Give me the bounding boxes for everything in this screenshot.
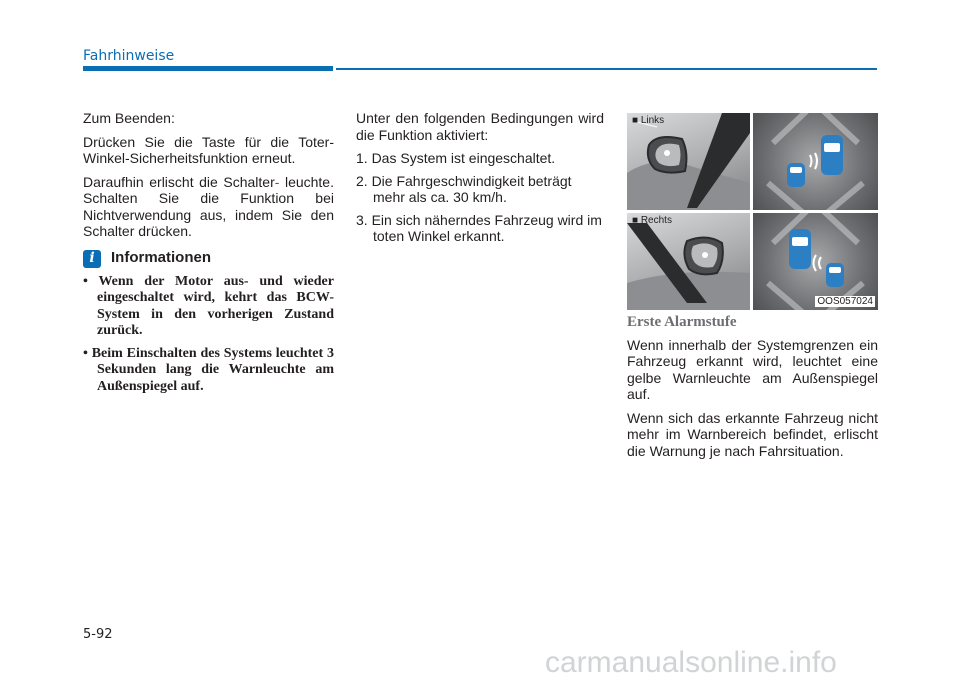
list-item: • Wenn der Motor aus- und wieder eingeschaltet wird, kehrt das BCW-System in den vorherigen Zustand zurück. (83, 273, 334, 338)
paragraph-end-label: Zum Beenden: (83, 110, 175, 126)
paragraph-press-button: Drücken Sie die Taste für die Toter-Winkel-Sicherheitsfunktion erneut. (83, 133, 334, 166)
column-right (627, 314, 878, 466)
subheading-first-alarm: Erste Alarmstufe (627, 314, 737, 330)
paragraph-alarm-2: Wenn sich das erkannte Fahrzeug nicht mehr im Warnbereich befindet, erlischt die Warnung je nach Fahrsituation. (627, 409, 878, 459)
figure-code: OOS057024 (817, 296, 873, 307)
paragraph-switch-light (83, 174, 334, 240)
mirror-right-image (627, 213, 750, 310)
radar-right-image (753, 213, 878, 310)
page-number: 5-92 (83, 627, 113, 642)
info-icon: i (83, 250, 101, 268)
info-list (83, 274, 334, 396)
text-fragment: Daraufhin erlischt die Schalter (83, 173, 275, 190)
hyphen-mark: - (274, 173, 280, 190)
column-middle (356, 110, 604, 251)
paragraph-conditions-intro: Unter den folgenden Bedingungen wird die Funktion aktiviert: (356, 110, 604, 143)
mirror-right-illustration (627, 213, 750, 310)
column-left (83, 110, 334, 401)
radar-left-image (753, 113, 878, 210)
list-item: 1. Das System ist eingeschaltet. (356, 150, 556, 166)
list-item: 2. Die Fahrgeschwindigkeit beträgt mehr als ca. 30 km/h. (356, 172, 572, 205)
watermark: carmanualsonline.info (545, 646, 837, 679)
header-rule-thin (336, 68, 877, 70)
figure-label-left: ■ Links (632, 115, 665, 126)
figure-label-right: ■ Rechts (632, 215, 672, 226)
info-title: Informationen (111, 249, 211, 267)
blind-spot-figure (627, 113, 878, 310)
conditions-list (356, 150, 604, 245)
mirror-left-illustration (627, 113, 750, 210)
list-item: 3. Ein sich näherndes Fahrzeug wird im toten Winkel erkannt. (356, 211, 602, 244)
section-title: Fahrhinweise (83, 48, 175, 64)
text-fragment: leuchte. Schalten Sie die Funktion bei Nichtverwendung aus, indem Sie den Schalter drücken. (83, 173, 334, 239)
header-rule-thick (83, 66, 333, 71)
mirror-left-image (627, 113, 750, 210)
radar-left-illustration (753, 113, 878, 210)
paragraph-alarm-1: Wenn innerhalb der Systemgrenzen ein Fahrzeug erkannt wird, leuchtet eine gelbe Warnleuchte am Außenspiegel auf. (627, 336, 878, 402)
info-heading (83, 250, 334, 268)
list-item: • Beim Einschalten des Systems leuchtet 3 Sekunden lang die Warnleuchte am Außenspiegel auf. (83, 345, 334, 394)
